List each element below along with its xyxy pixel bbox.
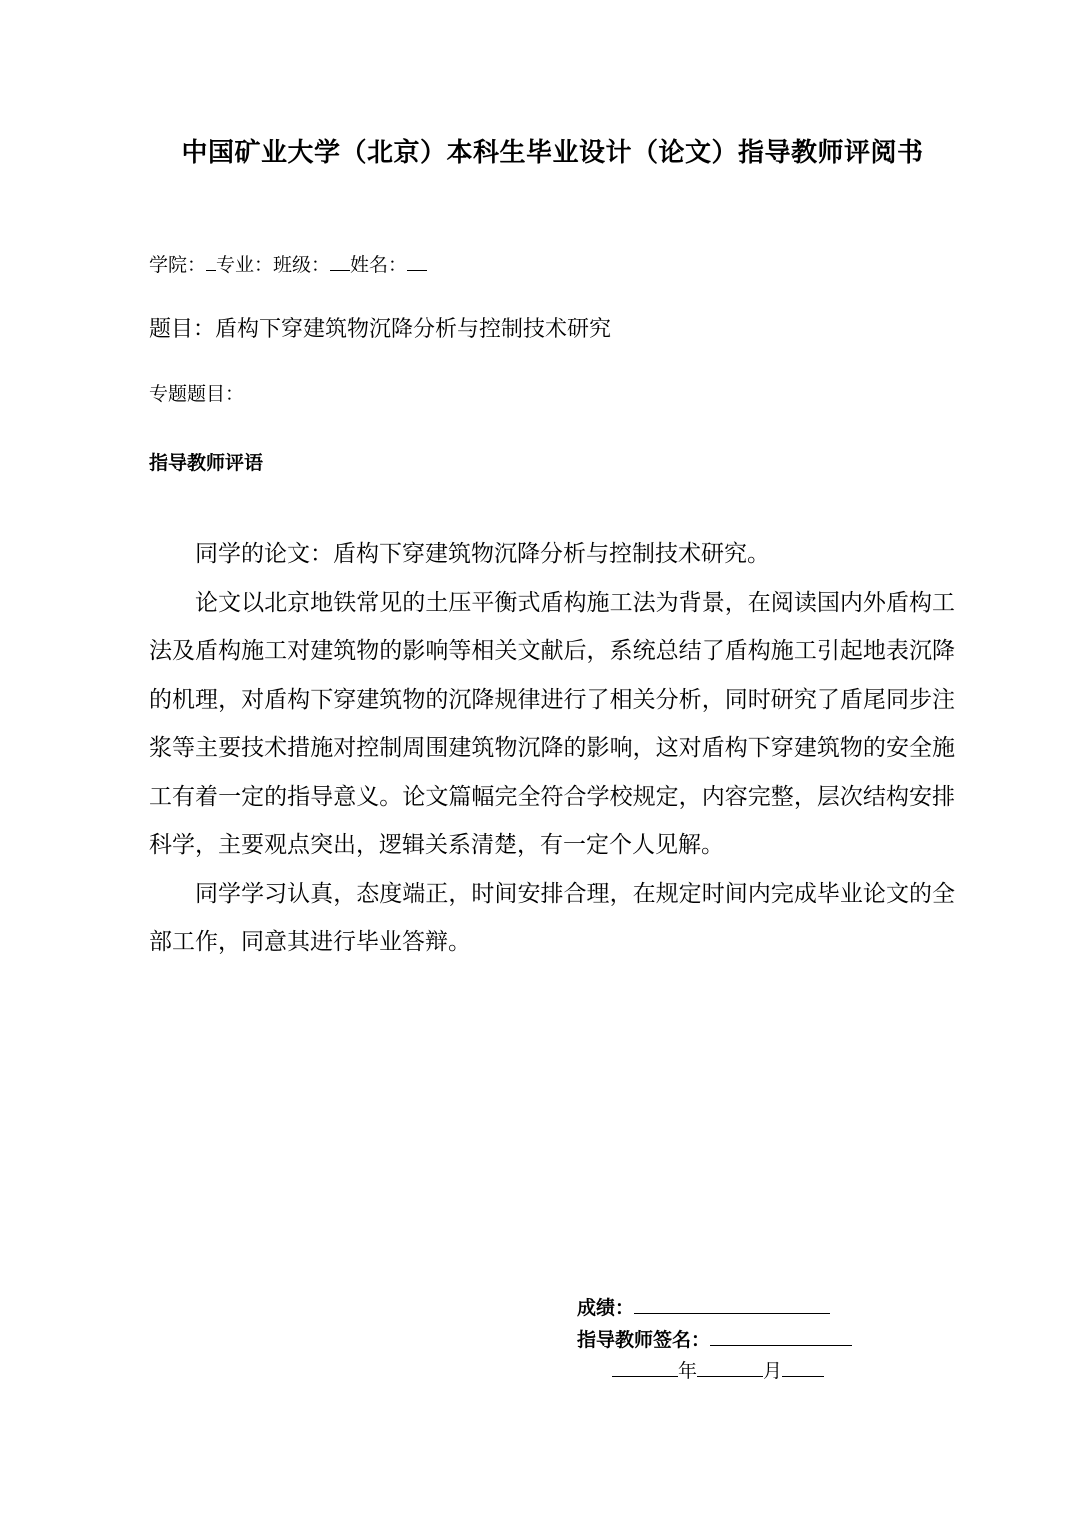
major-label: 专业： xyxy=(216,254,274,276)
special-topic-label: 专题题目： xyxy=(149,383,245,405)
class-blank xyxy=(330,252,350,271)
year-blank xyxy=(612,1356,678,1377)
section-heading: 指导教师评语 xyxy=(149,452,264,474)
grade-blank xyxy=(634,1295,830,1314)
grade-row xyxy=(577,1293,830,1320)
teacher-sign-label: 指导教师签名： xyxy=(577,1329,711,1351)
topic-value: 盾构下穿建筑物沉降分析与控制技术研究 xyxy=(215,317,612,342)
year-label: 年 xyxy=(678,1360,698,1382)
comment-paragraph: 论文以北京地铁常见的土压平衡式盾构施工法为背景，在阅读国内外盾构工法及盾构施工对建筑物的影响等相关文献后，系统总结了盾构施工引起地表沉降的机理，对盾构下穿建筑物的沉降规律进行了相关分析，同时研究了盾尾同步注浆等主要技术措施对控制周围建筑物沉降的影响，这对盾构下穿建筑物的安全施工有着一定的指导意义。论文篇幅完全符合学校规定，内容完整，层次结构安排科学，主要观点突出，逻辑关系清楚，有一定个人见解。 xyxy=(149,589,955,858)
date-row xyxy=(612,1356,824,1383)
college-blank xyxy=(206,252,216,271)
topic-line xyxy=(149,318,611,342)
teacher-sign-row xyxy=(577,1325,852,1352)
special-topic-line xyxy=(149,382,244,406)
comment-paragraph: 同学学习认真，态度端正，时间安排合理，在规定时间内完成毕业论文的全部工作，同意其进行毕业答辩。 xyxy=(149,880,955,955)
class-label: 班级： xyxy=(273,254,331,276)
info-line xyxy=(149,252,427,277)
comment-body xyxy=(149,530,955,967)
name-label: 姓名： xyxy=(350,254,408,276)
teacher-sign-blank xyxy=(710,1327,852,1346)
comment-paragraph: 同学的论文：盾构下穿建筑物沉降分析与控制技术研究。 xyxy=(195,541,770,567)
month-label: 月 xyxy=(763,1360,783,1382)
month-blank xyxy=(697,1356,763,1377)
college-label: 学院： xyxy=(149,254,207,276)
day-blank xyxy=(782,1356,824,1377)
grade-label: 成绩： xyxy=(577,1297,635,1319)
document-title: 中国矿业大学（北京）本科生毕业设计（论文）指导教师评阅书 xyxy=(181,138,924,168)
name-blank xyxy=(407,252,427,271)
topic-label: 题目： xyxy=(149,317,216,342)
